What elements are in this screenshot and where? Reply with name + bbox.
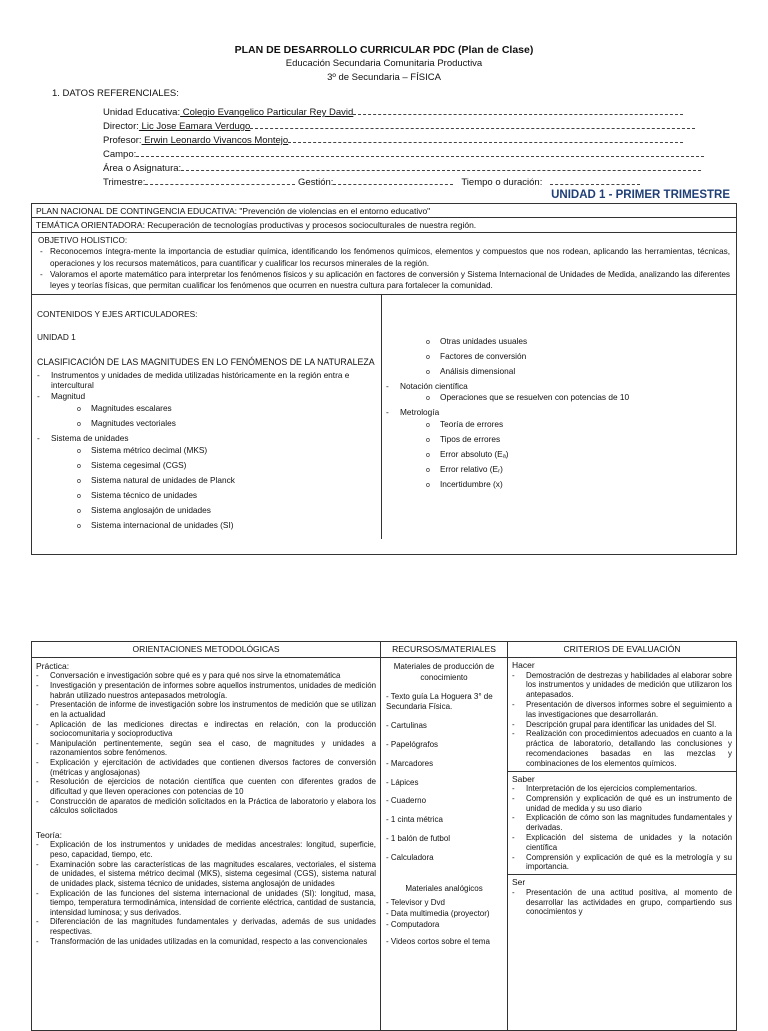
practica-title: Práctica: <box>36 661 70 671</box>
sub-item: o Análisis dimensional <box>426 365 516 376</box>
list-item: - Sistema de unidades <box>37 432 129 443</box>
field-director: Director: Lic Jose Eamara Verdugo <box>103 120 713 132</box>
list-item: - Interpretación de los ejercicios complementarios. <box>512 784 698 794</box>
contenidos-right <box>386 335 731 495</box>
sub-item: o Tipos de errores <box>426 434 501 445</box>
recursos-column <box>381 658 508 1030</box>
orientaciones-column <box>32 658 381 1030</box>
sub-item: o Error relativo (Eᵣ) <box>426 464 503 475</box>
tematica-orientadora: TEMÁTICA ORIENTADORA: Recuperación de tecnologías productivas y procesos socioculturales de nuestra región. <box>32 218 736 233</box>
list-item: - Construcción de aparatos de medición solicitados en la Práctica de laboratorio y elabora los cálculos solicitados <box>36 796 376 816</box>
objetivo-item: - Valoramos el aporte matemático para interpretar los fenómenos físicos y su aplicación en factores de conversión y Sistema Internacional de Unidades de Medida, analizando las diferentes leyes y teorías físicas, que permitan cualificar los fenómenos que ocurren en nuestra cultura para fortalecer la comunidad. <box>40 269 730 291</box>
list-item: - Descripción grupal para identificar las unidades del SI. <box>512 719 717 729</box>
contenidos-left <box>37 309 375 535</box>
document-title: PLAN DE DESARROLLO CURRICULAR PDC (Plan de Clase) <box>234 44 534 56</box>
list-item: - Calculadora <box>386 852 434 862</box>
sub-item: o Incertidumbre (x) <box>426 479 503 490</box>
criterio-ser <box>508 875 736 919</box>
list-item: - 1 balón de futbol <box>386 833 451 843</box>
list-item: - Transformación de las unidades utilizadas en la comunidad, respecto a las convencionales <box>36 936 368 946</box>
sub-item: o Magnitudes vectoriales <box>77 417 176 428</box>
sub-item: o Sistema natural de unidades de Planck <box>77 474 235 485</box>
sub-item: o Otras unidades usuales <box>426 335 528 346</box>
list-item: - Televisor y Dvd <box>386 898 445 908</box>
field-profesor: Profesor: Erwin Leonardo Vivancos Montejo <box>103 134 713 146</box>
criterio-saber <box>508 772 736 876</box>
saber-title: Saber <box>512 773 535 784</box>
criterio-hacer <box>508 658 736 772</box>
sub-item: o Operaciones que se resuelven con potencias de 10 <box>426 392 630 403</box>
ser-title: Ser <box>512 877 526 888</box>
sub-item: o Teoría de errores <box>426 419 504 430</box>
plan-nacional: PLAN NACIONAL DE CONTINGENCIA EDUCATIVA: "Prevención de violencias en el entorno educativo" <box>32 204 736 218</box>
orientaciones-table <box>31 641 737 1031</box>
list-item: - Investigación y presentación de informes sobre aquellos instrumentos, unidades de medición habrán utilizado nuestros antepasados metrología. <box>36 681 376 700</box>
list-item: - Demostración de destrezas y habilidades al elaborar sobre los instrumentos y unidades de medición que utilizaron los antepasados. <box>512 670 732 700</box>
list-item: - Data multimedia (proyector) <box>386 909 490 919</box>
list-item: - Explicación del sistema de unidades y la notación científica <box>512 833 732 852</box>
document-level: 3º de Secundaria – FÍSICA <box>327 72 441 83</box>
list-item: - Magnitud <box>37 391 86 402</box>
list-item: - Notación científica <box>386 380 468 391</box>
criterios-column <box>508 658 736 1030</box>
list-item: - Cartulinas <box>386 721 427 731</box>
list-item: - Explicación y ejercitación de actividades que contienen diversos factores de conversión (métricas y anglosajonas) <box>36 758 376 777</box>
list-item: - Papelógrafos <box>386 739 439 749</box>
contenidos-clasificacion: CLASIFICACIÓN DE LAS MAGNITUDES EN LO FENÓMENOS DE LA NATURALEZA <box>37 357 375 368</box>
sub-item: o Sistema cegesimal (CGS) <box>77 459 187 470</box>
contenidos-section <box>32 295 736 539</box>
list-item: - Conversación e investigación sobre qué es y para qué nos sirve la etnomatemática <box>36 671 341 681</box>
list-item: - Examinación sobre las características de las magnitudes escalares, vectoriales, el sistema de unidades, el sistema métrico decimal (MKS), sistema cegesimal (CGS), sistema natural de unidades plack, sistema técnico de unidades, sistema anglosajón de unidades <box>36 859 376 888</box>
header-criterios: CRITERIOS DE EVALUACIÓN <box>563 644 681 654</box>
plan-table <box>31 203 737 555</box>
contenidos-unidad: UNIDAD 1 <box>37 332 76 343</box>
list-item: - Comprensión y explicación de qué es la metrología y su importancia. <box>512 852 732 872</box>
list-item: - Explicación de las funciones del sistema internacional de unidades (SI): longitud, masa, tiempo, temperatura termodinámica, intensidad de corriente eléctrica, cantidad de sustancia, intensidad luminosa; y sus derivados. <box>36 888 376 917</box>
objetivo-holistico <box>32 233 736 295</box>
list-item: - Videos cortos sobre el tema <box>386 936 490 946</box>
list-item: - Texto guía La Hoguera 3° de Secundaria Física. <box>386 691 493 712</box>
sub-item: o Sistema métrico decimal (MKS) <box>77 444 208 455</box>
list-item: - Aplicación de las mediciones directas e indirectas en relación, con la producción sociocomunitaria y socioproductiva <box>36 719 376 739</box>
sub-item: o Magnitudes escalares <box>77 402 172 413</box>
list-item: - Presentación de informe de investigación sobre los instrumentos de medición que se utilizan en la actualidad <box>36 700 376 719</box>
sub-item: o Sistema anglosajón de unidades <box>77 504 211 515</box>
unidad-heading: UNIDAD 1 - PRIMER TRIMESTRE <box>551 189 730 201</box>
hacer-title: Hacer <box>512 660 535 670</box>
sub-item: o Sistema técnico de unidades <box>77 489 198 500</box>
list-item: - Realización con procedimientos adecuados en cuanto a la práctica de laboratorio, detallando las conclusiones y recomendaciones basadas en las mezclas y combinaciones de los elementos químicos. <box>512 729 732 768</box>
section-title-datos: 1. DATOS REFERENCIALES: <box>52 88 179 99</box>
list-item: - Cuaderno <box>386 796 427 806</box>
sub-item: o Factores de conversión <box>426 350 527 361</box>
document-subtitle: Educación Secundaria Comunitaria Productiva <box>285 58 483 69</box>
header-orientaciones: ORIENTACIONES METODOLÓGICAS <box>32 642 381 657</box>
list-item: - Resolución de ejercicios de notación científica que cuenten con diferentes grados de dificultad y que lleven operaciones con potencias de 10 <box>36 777 376 797</box>
list-item: - 1 cinta métrica <box>386 815 443 825</box>
field-unidad-educativa: Unidad Educativa: Colegio Evangelico Particular Rey David <box>103 106 713 118</box>
list-item: - Presentación de una actitud positiva, al momento de desarrollar las actividades en grupo, compartiendo sus conocimientos y <box>512 887 732 917</box>
list-item: - Instrumentos y unidades de medida utilizadas históricamente en la región entra e intercultural <box>37 369 350 391</box>
objetivo-item: - Reconocemos íntegra-mente la importancia de estudiar química, identificando los fenómenos químicos, elementos y compuestos que nos rodean, aplicando las herramientas, técnicas, operaciones y los recursos matemáticos, para cuantificar y cualificar los recursos minerales de la región. <box>40 247 730 268</box>
analogicos-title: Materiales analógicos <box>405 883 483 893</box>
field-trimestre-gestion-tiempo: Trimestre: Gestión: Tiempo o duración: <box>103 176 713 188</box>
contenidos-title: CONTENIDOS Y EJES ARTICULADORES: <box>37 308 198 319</box>
objetivo-title: OBJETIVO HOLISTICO: <box>38 236 128 245</box>
list-item: - Manipulación pertinentemente, según sea el caso, de magnitudes y unidades a razonamientos sobre fenómenos. <box>36 738 376 758</box>
list-item: - Metrología <box>386 407 440 418</box>
list-item: - Marcadores <box>386 758 434 768</box>
list-item: - Diferenciación de las magnitudes fundamentales y derivadas, además de sus unidades respectivas. <box>36 917 376 937</box>
list-item: - Explicación de cómo son las magnitudes fundamentales y derivadas. <box>512 813 732 833</box>
header-recursos: RECURSOS/MATERIALES <box>381 642 508 657</box>
list-item: - Explicación de los instrumentos y unidades de medidas ancestrales: longitud, superficie, peso, capacidad, tiempo, etc. <box>36 840 376 859</box>
list-item: - Presentación de diversos informes sobre el seguimiento a las investigaciones que desarrollarán. <box>512 699 732 719</box>
list-item: - Computadora <box>386 919 440 929</box>
sub-item: o Error absoluto (Eₐ) <box>426 449 509 460</box>
produccion-title: Materiales de producción de conocimiento <box>393 662 495 682</box>
table-header <box>32 642 736 658</box>
field-campo: Campo: <box>103 148 713 160</box>
sub-item: o Sistema internacional de unidades (SI) <box>77 519 234 530</box>
list-item: - Lápices <box>386 777 419 787</box>
teoria-title: Teoría: <box>36 829 62 840</box>
field-area: Área o Asignatura: <box>103 162 713 174</box>
list-item: - Comprensión y explicación de qué es un instrumento de unidad de medida y su uso diario <box>512 793 732 813</box>
